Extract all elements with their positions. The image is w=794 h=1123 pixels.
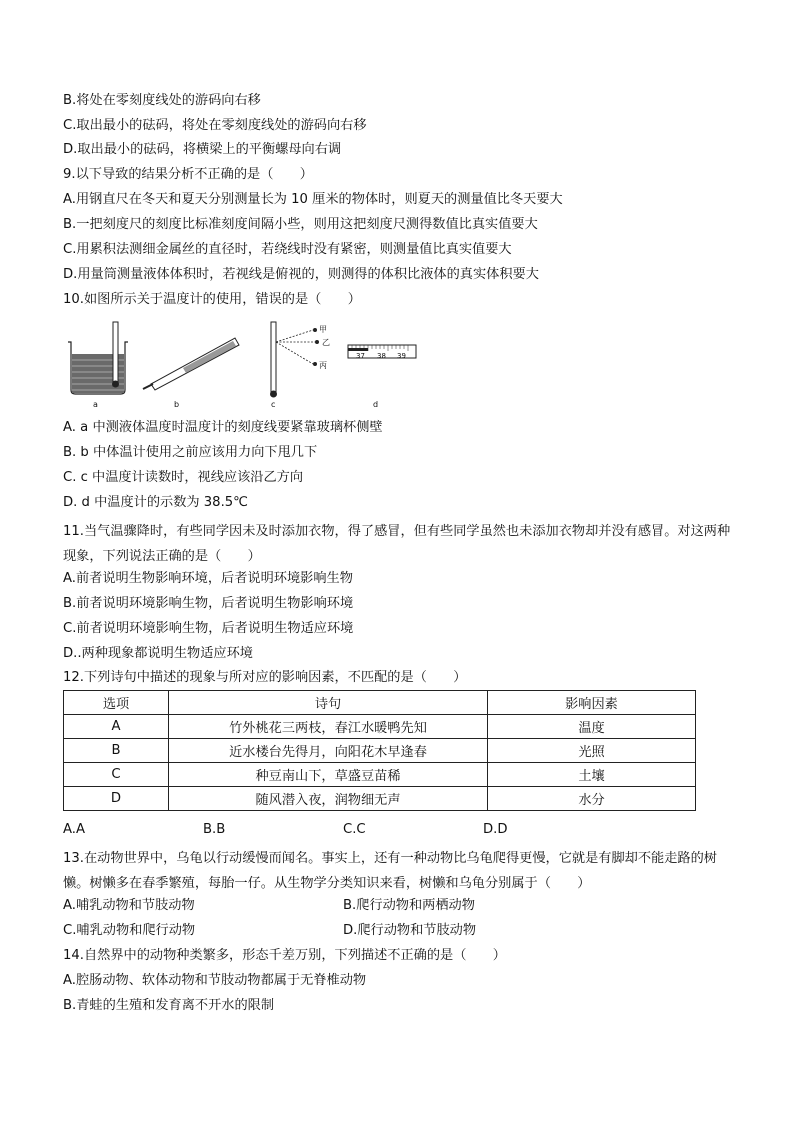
caption-a: a (93, 400, 98, 409)
table-cell: C (64, 763, 169, 787)
table-row (64, 763, 696, 787)
q9-option-b: B.一把刻度尺的刻度比标准刻度间隔小些，则用这把刻度尺测得数值比真实值要大 (63, 217, 538, 232)
q9-option-c: C.用累积法测细金属丝的直径时，若绕线时没有紧密，则测量值比真实值要大 (63, 242, 512, 257)
table-cell: 竹外桃花三两枝，春江水暖鸭先知 (169, 715, 488, 739)
q13-option-b: B.爬行动物和两栖动物 (343, 898, 475, 913)
thermometer-figure (63, 318, 423, 410)
table-header: 诗句 (169, 691, 488, 715)
table-cell: 近水楼台先得月，向阳花木早逢春 (169, 739, 488, 763)
scale-37: 37 (356, 352, 365, 360)
beaker-icon (68, 322, 128, 394)
label-yi: 乙 (322, 338, 330, 347)
thermometer-illustration (63, 318, 423, 410)
caption-c: c (271, 400, 276, 409)
q10-option-b: B. b 中体温计使用之前应该用力向下甩几下 (63, 445, 318, 460)
label-jia: 甲 (319, 325, 327, 334)
q13-option-d: D.爬行动物和节肢动物 (343, 923, 477, 938)
q11-option-b: B.前者说明环境影响生物，后者说明生物影响环境 (63, 596, 354, 611)
question-11: 11.当气温骤降时，有些同学因未及时添加衣物，得了感冒，但有些同学虽然也未添加衣物却并没有感冒。对这两种现象，下列说法正确的是（ ） (63, 524, 731, 564)
question-10: 10.如图所示关于温度计的使用，错误的是（ ） (63, 292, 361, 307)
table-cell: 种豆南山下，草盛豆苗稀 (169, 763, 488, 787)
scale-38: 38 (377, 352, 386, 360)
table-header: 影响因素 (488, 691, 696, 715)
table-row (64, 715, 696, 739)
q12-option-b: B.B (203, 822, 226, 837)
clinical-thermometer-icon (143, 338, 239, 390)
q11-option-a: A.前者说明生物影响环境，后者说明环境影响生物 (63, 571, 353, 586)
q10-option-a: A. a 中测液体温度时温度计的刻度线要紧靠玻璃杯侧壁 (63, 420, 383, 435)
table-cell: 水分 (488, 787, 696, 811)
question-12: 12.下列诗句中描述的现象与所对应的影响因素，不匹配的是（ ） (63, 670, 467, 685)
q12-option-d: D.D (483, 822, 508, 837)
option-c-line: C.取出最小的砝码，将处在零刻度线处的游码向右移 (63, 118, 367, 133)
label-bing: 丙 (319, 361, 327, 370)
table-row (64, 739, 696, 763)
table-cell: D (64, 787, 169, 811)
table-cell: 随风潜入夜，润物细无声 (169, 787, 488, 811)
q12-option-c: C.C (343, 822, 366, 837)
q10-option-d: D. d 中温度计的示数为 38.5℃ (63, 495, 248, 510)
table-cell: A (64, 715, 169, 739)
q12-option-a: A.A (63, 822, 86, 837)
table-cell: 土壤 (488, 763, 696, 787)
question-14: 14.自然界中的动物种类繁多，形态千差万别，下列描述不正确的是（ ） (63, 948, 506, 963)
question-9: 9.以下导致的结果分析不正确的是（ ） (63, 167, 313, 182)
q11-option-c: C.前者说明环境影响生物，后者说明生物适应环境 (63, 621, 354, 636)
table-header: 选项 (64, 691, 169, 715)
table-cell: 光照 (488, 739, 696, 763)
scale-39: 39 (397, 352, 406, 360)
poem-factor-table (63, 690, 696, 811)
q14-option-a: A.腔肠动物、软体动物和节肢动物都属于无脊椎动物 (63, 973, 367, 988)
q9-option-d: D.用量筒测量液体体积时，若视线是俯视的，则测得的体积比液体的真实体积要大 (63, 267, 539, 282)
question-13: 13.在动物世界中，乌龟以行动缓慢而闻名。事实上，还有一种动物比乌龟爬得更慢，它就是有脚却不能走路的树懒。树懒多在春季繁殖，每胎一仔。从生物学分类知识来看，树懒和乌龟分别属于（ ） (63, 851, 717, 891)
caption-b: b (174, 400, 180, 409)
table-row (64, 787, 696, 811)
q14-option-b: B.青蛙的生殖和发育离不开水的限制 (63, 998, 275, 1013)
option-d-line: D.取出最小的砝码，将横梁上的平衡螺母向右调 (63, 142, 342, 157)
caption-d: d (373, 400, 379, 409)
q9-option-a: A.用钢直尺在冬天和夏天分别测量长为 10 厘米的物体时，则夏天的测量值比冬天要大 (63, 192, 563, 207)
q10-option-c: C. c 中温度计读数时，视线应该沿乙方向 (63, 470, 304, 485)
q13-option-c: C.哺乳动物和爬行动物 (63, 923, 196, 938)
option-b-line: B.将处在零刻度线处的游码向右移 (63, 93, 261, 108)
reading-thermometer-icon (270, 322, 319, 398)
q11-option-d: D..两种现象都说明生物适应环境 (63, 646, 253, 661)
table-cell: 温度 (488, 715, 696, 739)
table-cell: B (64, 739, 169, 763)
table-header-row (64, 691, 696, 715)
q13-option-a: A.哺乳动物和节肢动物 (63, 898, 195, 913)
